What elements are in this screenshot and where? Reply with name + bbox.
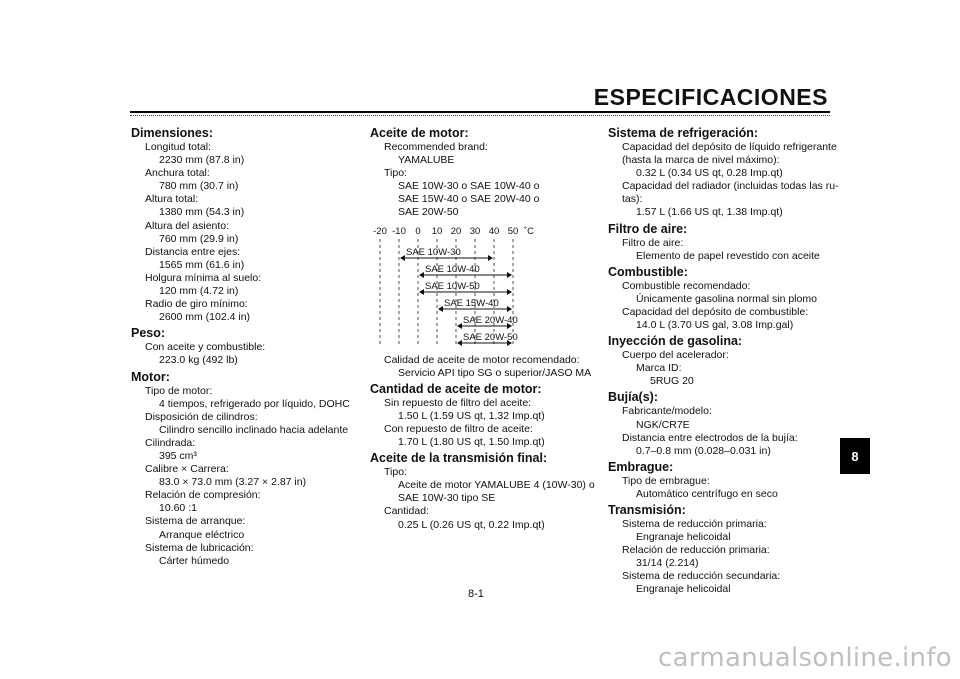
oil-grade-label: SAE 20W-40 <box>463 314 518 326</box>
spec-value: 1565 mm (61.6 in) <box>159 258 245 271</box>
temp-tick-label: 50 <box>507 225 519 237</box>
spec-label: Relación de reducción primaria: <box>622 544 770 557</box>
engine-oil-section <box>370 125 600 220</box>
section-heading: Inyección de gasolina: <box>608 334 743 349</box>
spec-value: Servicio API tipo SG o superior/JASO MA <box>398 366 592 379</box>
spec-label: Cilindrada: <box>145 436 196 449</box>
spec-label: Capacidad del radiador (incluidas todas las ru- <box>622 180 839 193</box>
arrow-head-icon <box>400 255 405 261</box>
spec-label: Distancia entre electrodos de la bujía: <box>622 431 798 444</box>
oil-grade-label: SAE 10W-40 <box>425 263 480 275</box>
spec-value: Cilindro sencillo inclinado hacia adelante <box>159 423 349 436</box>
section-heading: Combustible: <box>608 264 688 279</box>
spec-label: Sin repuesto de filtro del aceite: <box>384 396 532 409</box>
arrow-head-icon <box>419 289 424 295</box>
spec-label: Anchura total: <box>145 167 210 180</box>
spec-value: 1.70 L (1.80 US qt, 1.50 Imp.qt) <box>398 436 545 449</box>
spec-column-1 <box>131 124 351 568</box>
spec-value: 83.0 × 73.0 mm (3.27 × 2.87 in) <box>159 476 307 489</box>
spec-value: 0.32 L (0.34 US qt, 0.28 Imp.qt) <box>636 167 783 180</box>
spec-value: 4 tiempos, refrigerado por líquido, DOHC <box>159 397 350 410</box>
spec-label: Recommended brand: <box>384 141 488 153</box>
section-heading: Filtro de aire: <box>608 221 688 236</box>
section-heading: Motor: <box>131 369 170 384</box>
spec-value: 14.0 L (3.70 US gal, 3.08 Imp.gal) <box>636 319 794 332</box>
section-heading: Cantidad de aceite de motor: <box>370 381 542 396</box>
spec-label: Calidad de aceite de motor recomendado: <box>384 353 580 366</box>
spec-label: Altura del asiento: <box>145 219 230 232</box>
spec-label: Fabricante/modelo: <box>622 405 712 418</box>
section-heading: Peso: <box>131 326 166 341</box>
arrow-head-icon <box>419 272 424 278</box>
section-heading: Aceite de la transmisión final: <box>370 451 548 466</box>
page-title: ESPECIFICACIONES <box>593 84 828 110</box>
spec-column-3 <box>608 124 838 597</box>
spec-value: 780 mm (30.7 in) <box>159 180 239 193</box>
spec-label: Disposición de cilindros: <box>145 410 258 423</box>
oil-grade-label: SAE 20W-50 <box>463 331 518 343</box>
section-heading: Transmisión: <box>608 502 686 517</box>
temp-tick-label: -20 <box>373 225 387 237</box>
footer-watermark: carmanualsonline.info <box>657 643 952 673</box>
spec-label: Combustible recomendado: <box>622 279 751 292</box>
temp-unit-label: ˚C <box>524 225 535 237</box>
arrow-head-icon <box>457 340 462 346</box>
spec-value: 223.0 kg (492 lb) <box>159 354 238 367</box>
chapter-tab: 8 <box>840 438 870 474</box>
spec-label: (hasta la marca de nivel máximo): <box>622 154 780 167</box>
spec-value: Elemento de papel revestido con aceite <box>636 249 820 262</box>
temp-tick-label: 0 <box>415 225 421 237</box>
spec-value: 2230 mm (87.8 in) <box>159 154 245 167</box>
spec-value: Aceite de motor YAMALUBE 4 (10W-30) o <box>398 479 595 492</box>
header-rule <box>130 111 830 113</box>
temp-tick-label: 40 <box>488 225 500 237</box>
temp-tick-label: 10 <box>431 225 443 237</box>
spec-value: Engranaje helicoidal <box>636 531 731 544</box>
oil-grade-label: SAE 10W-30 <box>406 246 461 258</box>
spec-value: Marca ID: <box>636 362 682 375</box>
section-heading: Bujía(s): <box>608 390 658 405</box>
spec-label: Capacidad del depósito de líquido refrigerante <box>622 141 837 153</box>
spec-label: Altura total: <box>145 193 199 206</box>
spec-label: Sistema de reducción secundaria: <box>622 570 781 583</box>
spec-label: Cantidad: <box>384 505 429 518</box>
spec-value: Únicamente gasolina normal sin plomo <box>636 292 817 305</box>
oil-grade-label: SAE 10W-50 <box>425 280 480 292</box>
header-dotted-rule <box>130 115 830 116</box>
spec-label: Tipo de embrague: <box>622 474 710 487</box>
spec-value: 395 cm³ <box>159 449 197 462</box>
spec-value: 120 mm (4.72 in) <box>159 285 239 298</box>
spec-label: Capacidad del depósito de combustible: <box>622 305 809 318</box>
spec-value: Engranaje helicoidal <box>636 583 731 596</box>
section-heading: Sistema de refrigeración: <box>608 126 759 140</box>
spec-value: 2600 mm (102.4 in) <box>159 311 251 324</box>
spec-label: Filtro de aire: <box>622 236 684 249</box>
spec-value: Arranque eléctrico <box>159 528 245 541</box>
arrow-head-icon <box>507 306 512 312</box>
spec-label: Relación de compresión: <box>145 489 261 502</box>
section-heading: Dimensiones: <box>131 126 213 140</box>
spec-label: Radio de giro mínimo: <box>145 298 248 311</box>
oil-grade-label: SAE 15W-40 <box>444 297 499 309</box>
spec-value: SAE 15W-40 o SAE 20W-40 o <box>398 193 540 206</box>
spec-value: 1380 mm (54.3 in) <box>159 206 245 219</box>
spec-value: Cárter húmedo <box>159 554 230 567</box>
oil-viscosity-chart <box>370 224 570 348</box>
spec-label: Distancia entre ejes: <box>145 245 241 258</box>
spec-value: 5RUG 20 <box>650 375 694 388</box>
arrow-head-icon <box>438 306 443 312</box>
spec-label: Longitud total: <box>145 141 211 153</box>
spec-value: 1.50 L (1.59 US qt, 1.32 Imp.qt) <box>398 409 545 422</box>
spec-value: SAE 10W-30 o SAE 10W-40 o <box>398 180 540 193</box>
spec-value: Automático centrífugo en seco <box>636 487 778 500</box>
spec-label: Holgura mínima al suelo: <box>145 271 262 284</box>
spec-label: Con repuesto de filtro de aceite: <box>384 422 533 435</box>
spec-label: Sistema de lubricación: <box>145 541 254 554</box>
spec-column-2 <box>370 124 600 532</box>
engine-oil-quantity-section <box>370 354 600 532</box>
section-heading: Aceite de motor: <box>370 126 469 140</box>
spec-label: Cuerpo del acelerador: <box>622 349 729 362</box>
spec-value: SAE 10W-30 tipo SE <box>398 492 496 505</box>
arrow-head-icon <box>507 272 512 278</box>
spec-label: tas): <box>622 193 643 206</box>
spec-value: YAMALUBE <box>398 154 455 167</box>
spec-label: Con aceite y combustible: <box>145 341 266 354</box>
spec-value: SAE 20W-50 <box>398 206 459 219</box>
spec-label: Calibre × Carrera: <box>145 463 229 476</box>
spec-label: Tipo: <box>384 167 407 180</box>
spec-value: 1.57 L (1.66 US qt, 1.38 Imp.qt) <box>636 206 783 219</box>
spec-value: 0.7–0.8 mm (0.028–0.031 in) <box>636 444 771 457</box>
temp-tick-label: 20 <box>450 225 462 237</box>
spec-label: Sistema de reducción primaria: <box>622 517 767 530</box>
arrow-head-icon <box>457 323 462 329</box>
spec-value: 760 mm (29.9 in) <box>159 232 239 245</box>
spec-label: Tipo de motor: <box>145 384 213 397</box>
arrow-head-icon <box>488 255 493 261</box>
arrow-head-icon <box>507 289 512 295</box>
spec-value: 31/14 (2.214) <box>636 557 699 570</box>
section-heading: Embrague: <box>608 459 674 474</box>
spec-label: Tipo: <box>384 466 407 479</box>
spec-label: Sistema de arranque: <box>145 515 246 528</box>
page-number: 8-1 <box>468 588 484 600</box>
spec-value: NGK/CR7E <box>636 418 690 431</box>
temp-tick-label: 30 <box>469 225 481 237</box>
spec-value: 10.60 :1 <box>159 502 197 515</box>
temp-tick-label: -10 <box>392 225 406 237</box>
spec-value: 0.25 L (0.26 US qt, 0.22 Imp.qt) <box>398 518 545 531</box>
